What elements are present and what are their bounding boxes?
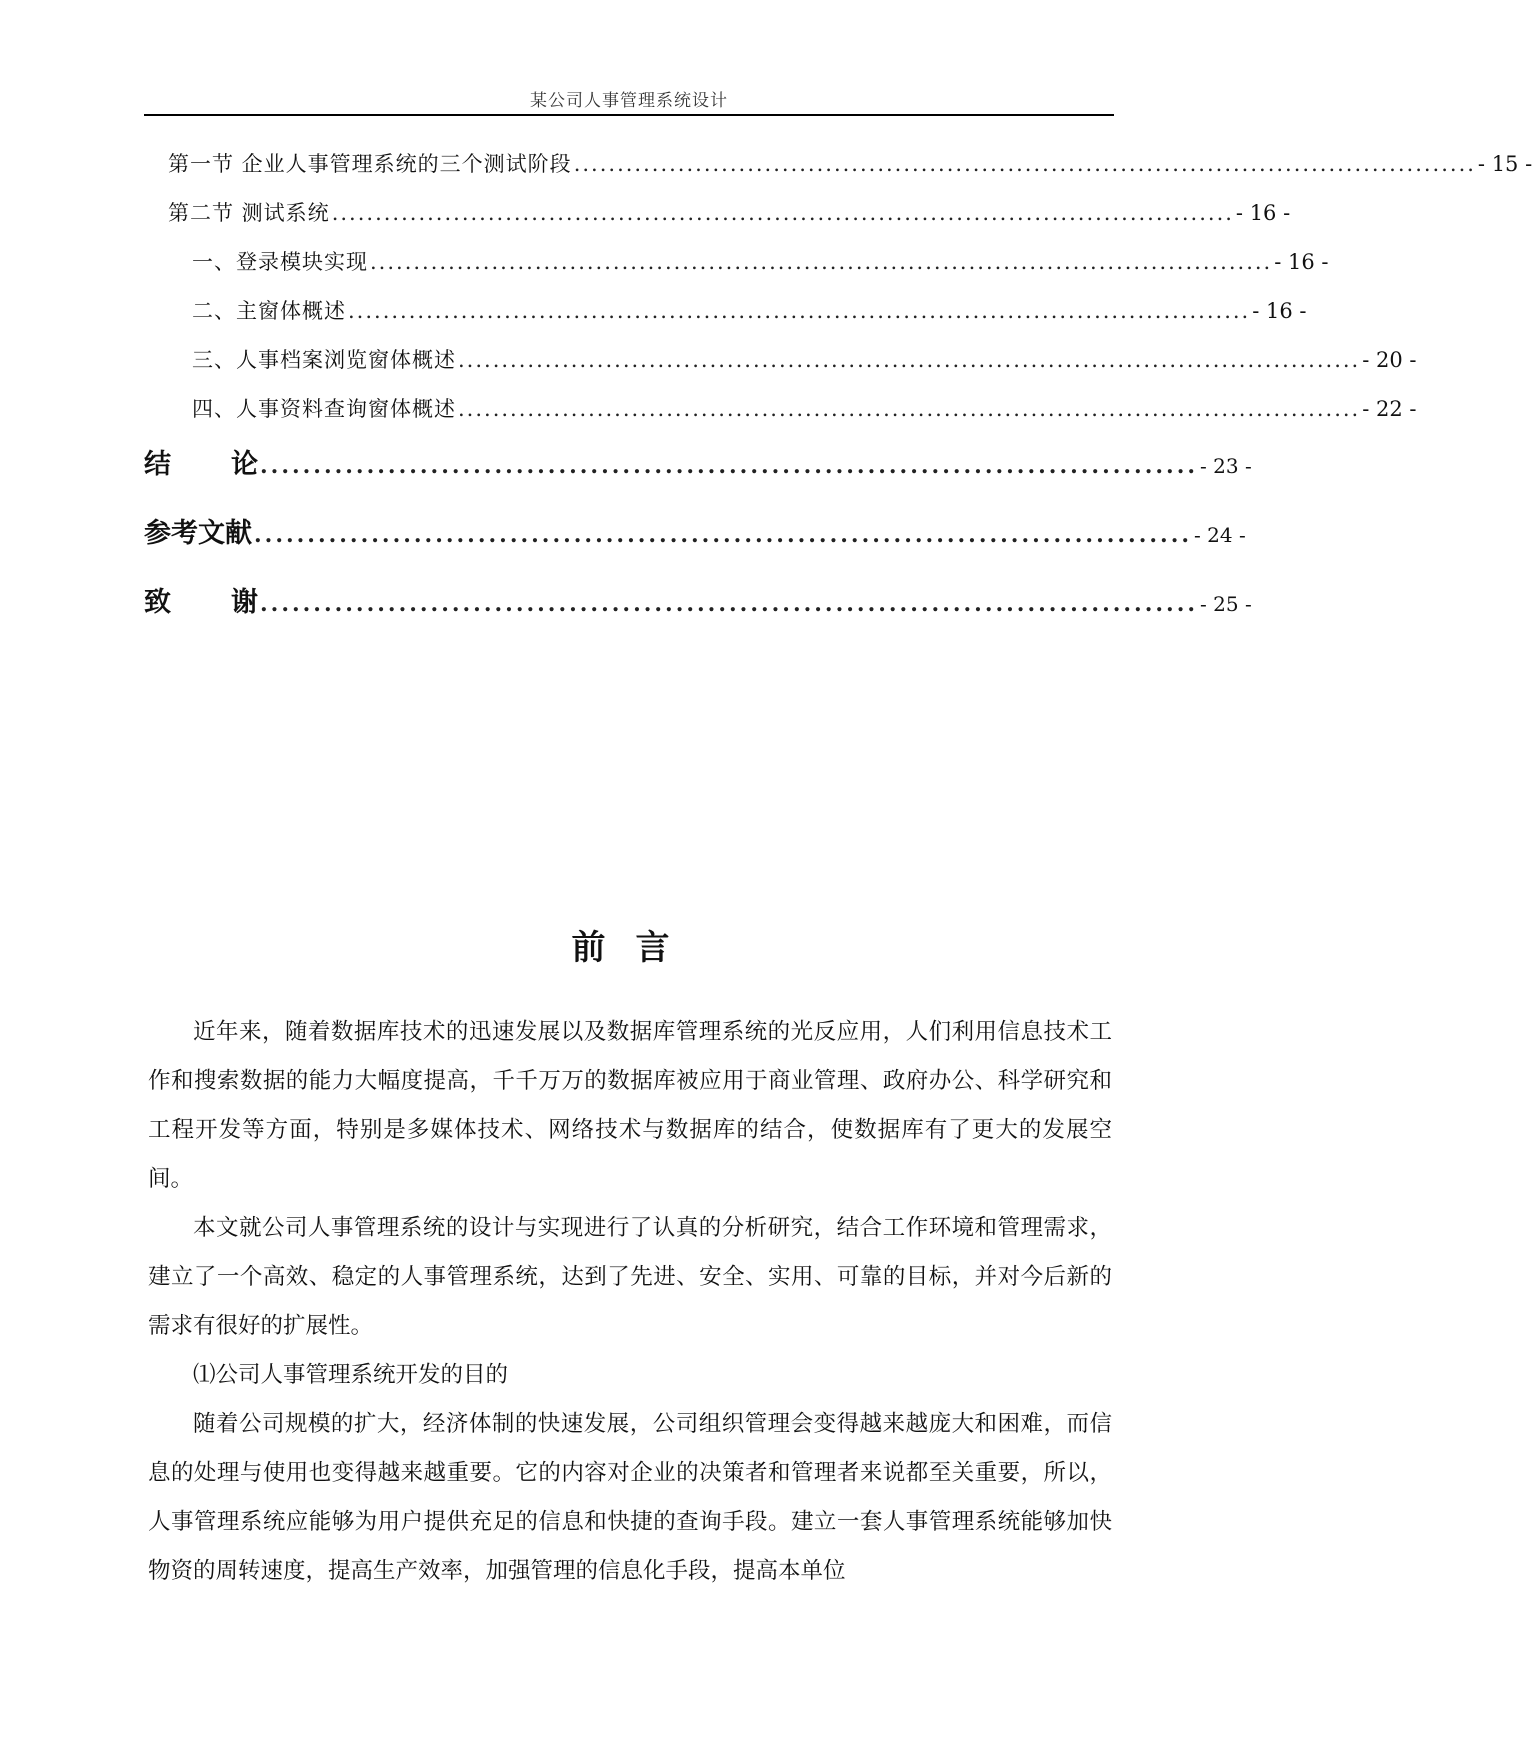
toc-chapter-title-char: 结 [144, 449, 171, 480]
toc-leader-dots: ........................................................................................................ [458, 348, 1361, 372]
toc-chapter-page: - 25 - [1200, 592, 1252, 616]
toc-chapter-title [144, 580, 258, 619]
page-header [144, 86, 1114, 116]
toc-entry-page: - 16 - [1252, 299, 1307, 323]
toc-chapter-conclusion[interactable] [144, 442, 1252, 511]
toc-entry-title: 一、登录模块实现 [192, 250, 368, 274]
body-text [148, 1008, 1112, 1596]
page-header-title: 某公司人事管理系统设计 [530, 91, 728, 111]
toc-entry[interactable] [144, 295, 1307, 344]
table-of-contents [144, 148, 1532, 649]
toc-entry-title: 四、人事资料查询窗体概述 [192, 397, 456, 421]
toc-entry[interactable] [144, 344, 1417, 393]
toc-entry-title: 第一节 企业人事管理系统的三个测试阶段 [168, 152, 572, 176]
section-title: 前言 [571, 928, 700, 968]
toc-chapter-page: - 24 - [1194, 523, 1246, 547]
toc-entry[interactable] [144, 197, 1291, 246]
toc-entry-page: - 20 - [1362, 348, 1417, 372]
toc-entry-page: - 22 - [1362, 397, 1417, 421]
toc-entry[interactable] [144, 148, 1532, 197]
paragraph: 本文就公司人事管理系统的设计与实现进行了认真的分析研究，结合工作环境和管理需求，建立了一个高效、稳定的人事管理系统，达到了先进、安全、实用、可靠的目标，并对今后新的需求有很好的扩展性。 [148, 1215, 1112, 1339]
toc-chapter-title [144, 442, 258, 481]
toc-leader-dots: ........................................................................................................ [348, 299, 1251, 323]
toc-leader-dots: ........................................................................................ [260, 591, 1199, 617]
toc-chapter-title-char: 致 [144, 587, 171, 618]
toc-leader-dots: ........................................................................................................ [370, 250, 1273, 274]
toc-entry-title: 二、主窗体概述 [192, 299, 346, 323]
toc-entry[interactable] [144, 246, 1329, 295]
toc-entry[interactable] [144, 393, 1417, 442]
paragraph: 近年来，随着数据库技术的迅速发展以及数据库管理系统的光反应用，人们利用信息技术工作和搜索数据的能力大幅度提高，千千万万的数据库被应用于商业管理、政府办公、科学研究和工程开发等方面，特别是多媒体技术、网络技术与数据库的结合，使数据库有了更大的发展空间。 [148, 1019, 1112, 1192]
toc-entry-page: - 15 - [1477, 152, 1532, 176]
toc-chapter-acknowledgements[interactable] [144, 580, 1252, 649]
toc-leader-dots: ........................................................................................ [254, 522, 1193, 548]
toc-chapter-title-char: 谢 [231, 587, 258, 618]
toc-leader-dots: ........................................................................................ [260, 453, 1199, 479]
toc-leader-dots: ........................................................................................................ [331, 201, 1234, 225]
toc-chapter-references[interactable] [144, 511, 1246, 580]
subsection-heading: ⑴公司人事管理系统开发的目的 [193, 1362, 509, 1388]
toc-entry-page: - 16 - [1235, 201, 1291, 225]
toc-leader-dots: ........................................................................................................ [573, 152, 1476, 176]
toc-chapter-title: 参考文献 [144, 518, 252, 549]
toc-entry-title: 第二节 测试系统 [168, 201, 330, 225]
toc-entry-title: 三、人事档案浏览窗体概述 [192, 348, 456, 372]
paragraph: 随着公司规模的扩大，经济体制的快速发展，公司组织管理会变得越来越庞大和困难，而信息的处理与使用也变得越来越重要。它的内容对企业的决策者和管理者来说都至关重要，所以，人事管理系统应能够为用户提供充足的信息和快捷的查询手段。建立一套人事管理系统能够加快物资的周转速度，提高生产效率，加强管理的信息化手段，提高本单位 [148, 1411, 1112, 1584]
toc-entry-page: - 16 - [1274, 250, 1329, 274]
toc-leader-dots: ........................................................................................................ [458, 397, 1361, 421]
toc-chapter-page: - 23 - [1200, 454, 1252, 478]
toc-chapter-title-char: 论 [231, 449, 258, 480]
